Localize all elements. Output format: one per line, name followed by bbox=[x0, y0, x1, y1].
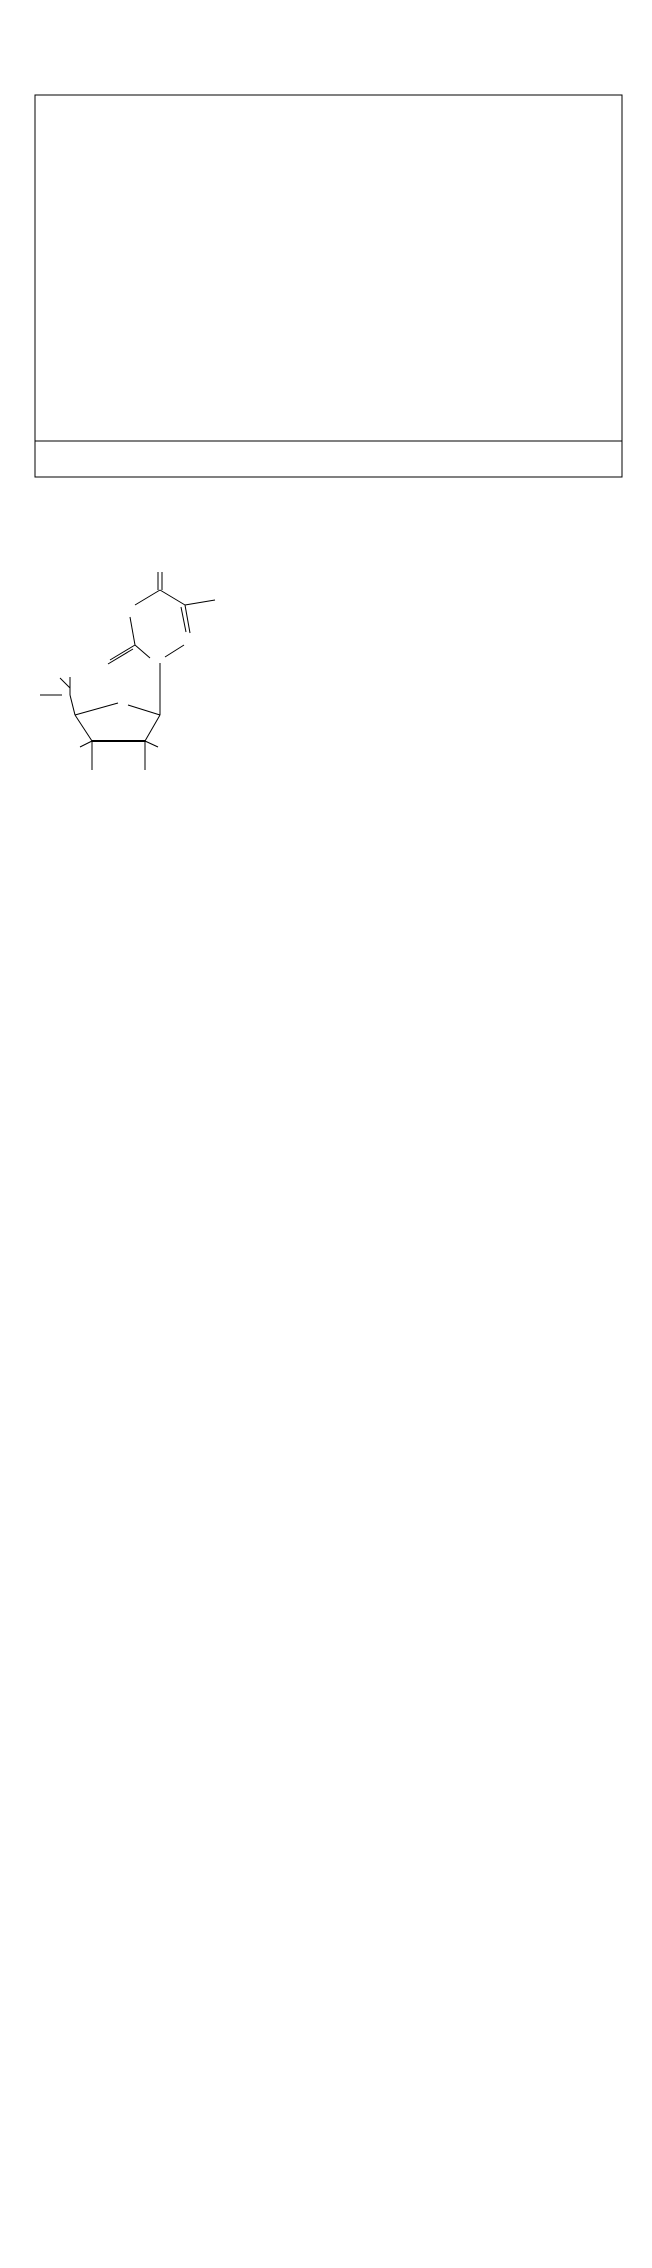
bond bbox=[135, 645, 150, 658]
chemical-structure bbox=[0, 545, 360, 835]
bond bbox=[135, 590, 160, 605]
bond bbox=[75, 715, 92, 741]
bond bbox=[185, 600, 215, 605]
bond bbox=[130, 617, 135, 645]
bond bbox=[181, 607, 186, 632]
bond bbox=[80, 741, 92, 747]
structure-bonds bbox=[40, 572, 215, 770]
bond bbox=[70, 695, 75, 715]
bond bbox=[108, 649, 133, 664]
nmr-spectrum-chart bbox=[0, 0, 652, 530]
bond bbox=[145, 715, 160, 741]
bond bbox=[60, 678, 70, 688]
bond bbox=[160, 590, 185, 605]
bond bbox=[165, 645, 184, 657]
bond bbox=[110, 645, 135, 660]
bond bbox=[145, 741, 158, 747]
plot-frame bbox=[35, 95, 622, 477]
bond bbox=[75, 703, 118, 715]
bond bbox=[128, 705, 160, 715]
